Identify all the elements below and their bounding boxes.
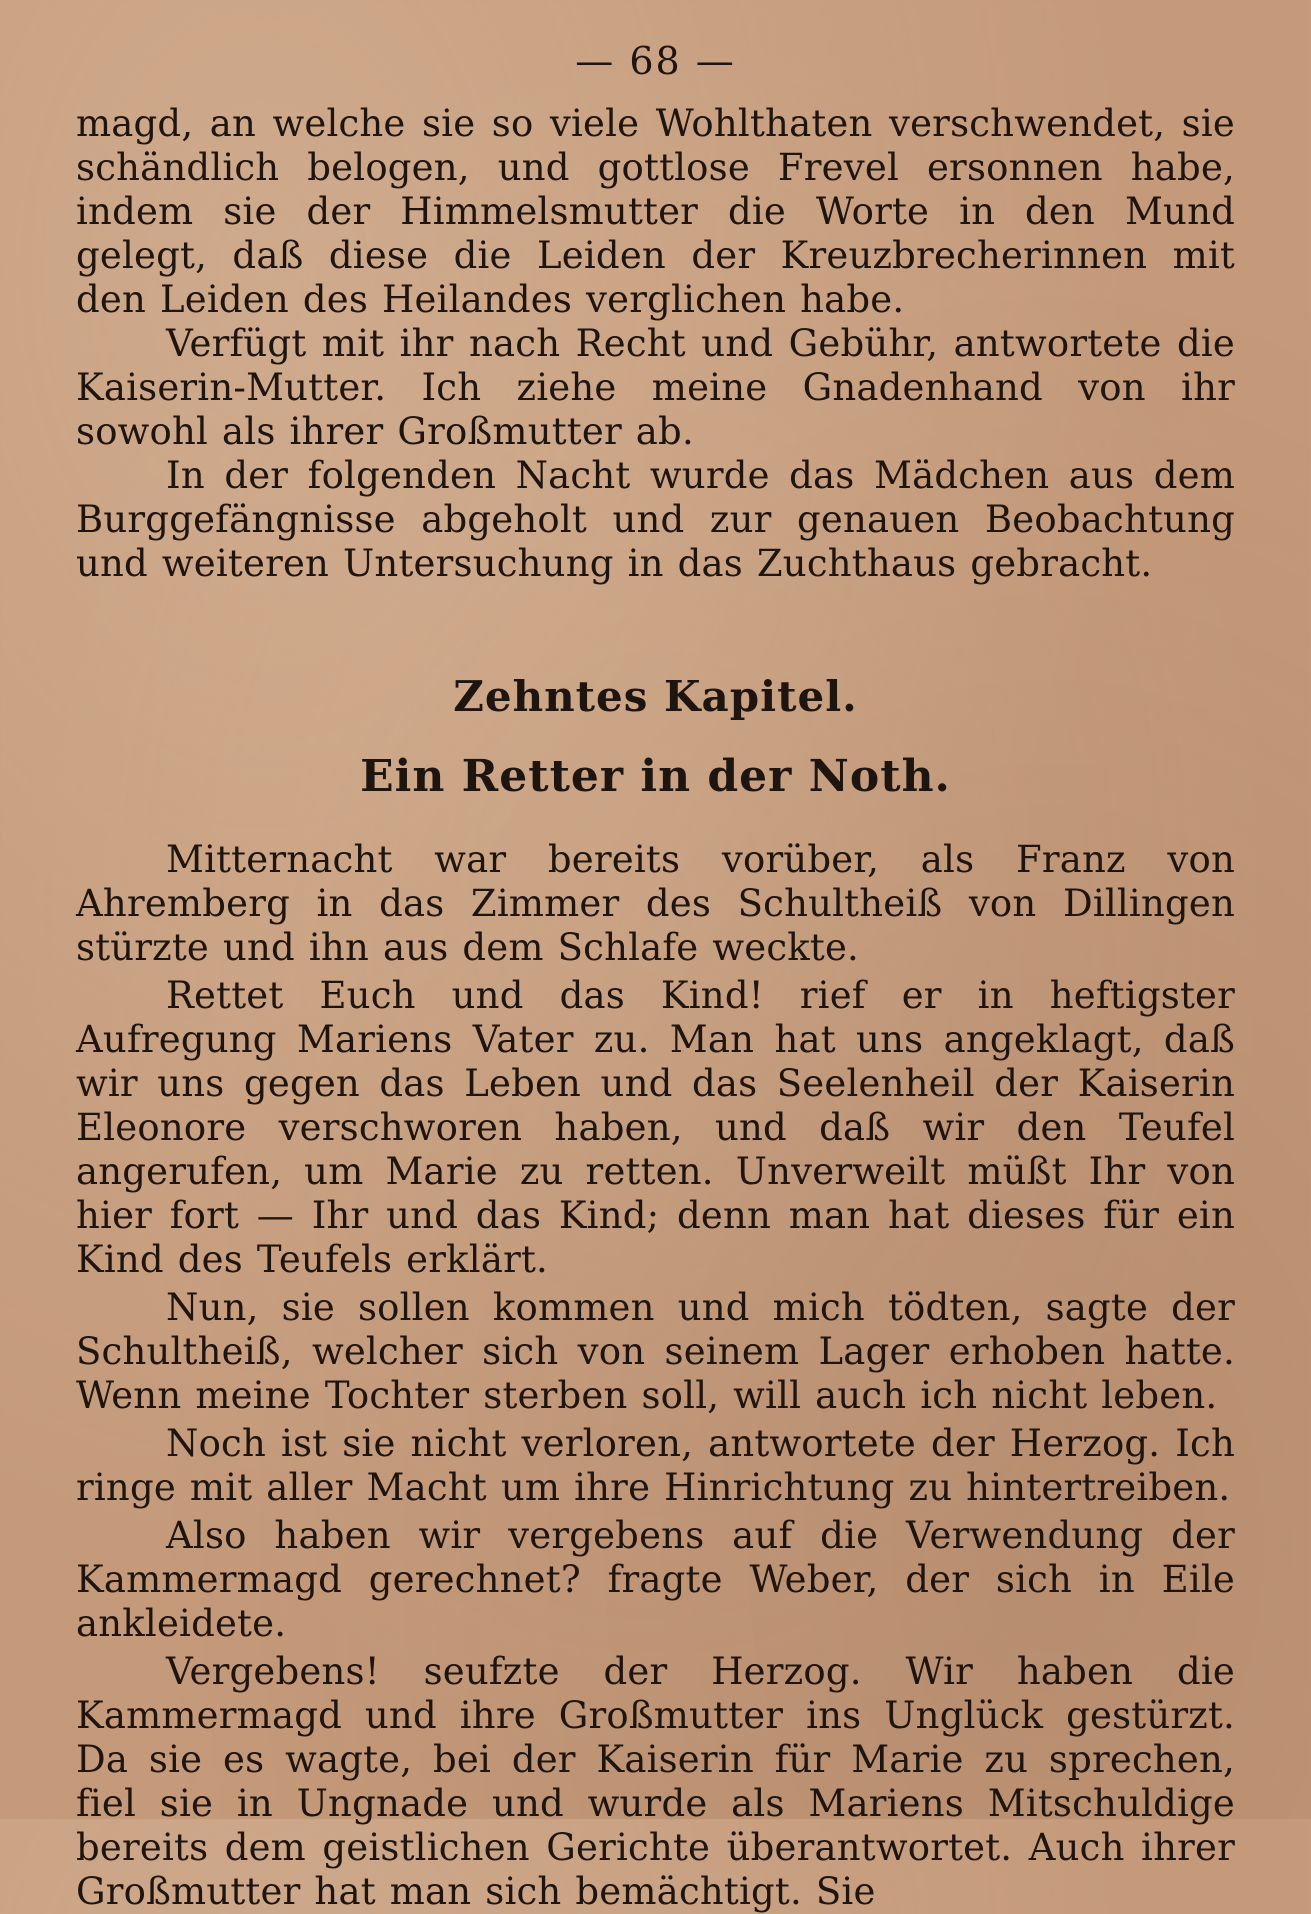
paragraph: Vergebens! seufzte der Herzog. Wir haben die Kammermagd und ihre Großmutter ins Unglück gestürzt. Da sie es wagte, bei der Kaiserin für Marie zu sprechen, fiel sie in Ungnade und wurde als Mariens Mitschuldige bereits dem geistlichen Gerichte überantwortet. Auch ihrer Großmutter hat man sich bemächtigt. Sie [76, 1650, 1235, 1913]
paragraph: Noch ist sie nicht verloren, antwortete der Herzog. Ich ringe mit aller Macht um ihre Hinrichtung zu hintertreiben. [76, 1422, 1235, 1509]
paragraph: Also haben wir vergebens auf die Verwendung der Kammermagd gerechnet? fragte Weber, der sich in Eile ankleidete. [76, 1514, 1235, 1645]
chapter-title: Zehntes Kapitel. [453, 672, 858, 721]
paragraph: Rettet Euch und das Kind! rief er in heftigster Aufregung Mariens Vater zu. Man hat uns angeklagt, daß wir uns gegen das Leben und das Seelenheil der Kaiserin Eleonore verschworen haben, und daß wir den Teufel angerufen, um Marie zu retten. Unverweilt müßt Ihr von hier fort — Ihr und das Kind; denn man hat dieses für ein Kind des Teufels erklärt. [76, 974, 1235, 1281]
paragraph: Verfügt mit ihr nach Recht und Gebühr, antwortete die Kaiserin-Mutter. Ich ziehe meine Gnadenhand von ihr sowohl als ihrer Großmutter ab. [76, 322, 1235, 453]
chapter-subtitle: Ein Retter in der Noth. [360, 751, 951, 802]
paragraph: In der folgenden Nacht wurde das Mädchen aus dem Burggefängnisse abgeholt und zur genauen Beobachtung und weiteren Untersuchung in das Zuchthaus gebracht. [76, 454, 1235, 585]
paragraph: Mitternacht war bereits vorüber, als Franz von Ahremberg in das Zimmer des Schultheiß von Dillingen stürzte und ihn aus dem Schlafe weckte. [76, 838, 1235, 969]
page-number: — 68 — [575, 39, 736, 83]
paragraph: Nun, sie sollen kommen und mich tödten, sagte der Schultheiß, welcher sich von seinem Lager erhoben hatte. Wenn meine Tochter sterben soll, will auch ich nicht leben. [76, 1286, 1235, 1417]
paragraph: magd, an welche sie so viele Wohlthaten verschwendet, sie schändlich belogen, und gottlose Frevel ersonnen habe, indem sie der Himmelsmutter die Worte in den Mund gelegt, daß diese die Leiden der Kreuzbrecherinnen mit den Leiden des Heilandes verglichen habe. [76, 102, 1235, 321]
